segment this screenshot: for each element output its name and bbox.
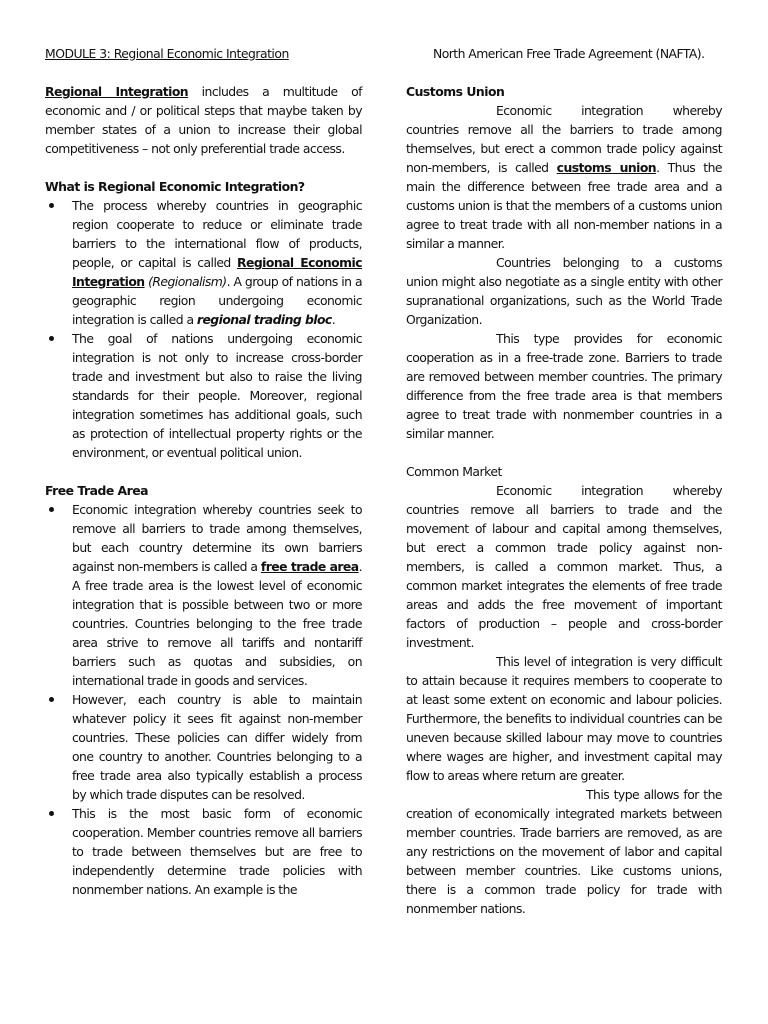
list-item — [45, 500, 362, 690]
left-column — [45, 44, 362, 899]
list-item — [45, 196, 362, 329]
customs-union-paragraph: Countries belonging to a customs union might also negotiate as a single entity with other supranational organizations, such as the World Trade Organization. — [406, 255, 722, 327]
paragraph-text: . Thus the main the difference between free trade area and a customs union is that the members of a customs union agree to treat trade with all non-member nations in a similar a manner. — [406, 160, 722, 251]
what-list — [45, 196, 362, 462]
list-item-text: . — [331, 312, 336, 327]
what-heading: What is Regional Economic Integration? — [45, 179, 305, 194]
right-column — [406, 44, 722, 918]
list-item: This is the most basic form of economic cooperation. Member countries remove all barriers to trade between themselves but are free to independently determine trade policies with nonmember nations. An example is the — [45, 804, 362, 899]
fta-list — [45, 500, 362, 899]
rei-term: Regional Economic Integration — [72, 255, 362, 289]
common-market-paragraph: This type allows for the creation of economically integrated markets between member countries. Trade barriers are removed, as are any restrictions on the movement of labor and capital between member countries. Like customs unions, there is a common trade policy for trade with nonmember nations. — [406, 787, 722, 916]
list-item-text: . A group of nations in a geographic region undergoing economic integration is called a — [72, 274, 362, 327]
common-market-paragraph: This level of integration is very difficult to attain because it requires members to cooperate to at least some extent on economic and labour policies. Furthermore, the benefits to individual countries can be uneven because skilled labour may move to countries where wages are higher, and investment capital may flow to areas where return are greater. — [406, 654, 722, 783]
customs-union-heading: Customs Union — [406, 84, 505, 99]
intro-term: Regional Integration — [45, 84, 189, 99]
fta-heading: Free Trade Area — [45, 483, 149, 498]
customs-union-paragraph — [406, 101, 722, 253]
fta-term: free trade area — [260, 559, 359, 574]
module-title: MODULE 3: Regional Economic Integration — [45, 46, 289, 61]
common-market-heading: Common Market — [406, 464, 502, 479]
list-item: The goal of nations undergoing economic integration is not only to increase cross-border trade and investment but also to raise the living standards for their people. Moreover, regional integration sometimes has additional goals, such as protection of intellectual property rights or the environment, or eventual political union. — [45, 329, 362, 462]
intro-paragraph — [45, 82, 362, 158]
list-item-text: The process whereby countries in geographic region cooperate to reduce or eliminate trade barriers to the international flow of products, people, or capital is called — [72, 198, 362, 270]
common-market-paragraph: Economic integration whereby countries remove all barriers to trade and the movement of labour and capital among themselves, but erect a common trade policy against non-members, is called a common market. Thus, a common market integrates the elements of free trade areas and adds the free movement of important factors of production – people and cross-border investment. — [406, 483, 722, 650]
customs-union-term: customs union — [556, 160, 657, 175]
regionalism-term: (Regionalism) — [148, 274, 227, 289]
nafta-continuation: North American Free Trade Agreement (NAFTA). — [433, 46, 705, 61]
paragraph-text: Economic integration whereby countries remove all the barriers to trade among themselves, but erect a common trade policy against non-members, is called — [406, 103, 722, 175]
list-item-text: Economic integration whereby countries seek to remove all barriers to trade among themselves, but each country determine its own barriers against non-members is called a — [72, 502, 362, 574]
list-item-text: . A free trade area is the lowest level of economic integration that is possible between two or more countries. Countries belonging to the free trade area strive to remove all tariffs and nontariff barriers such as quotas and subsidies, on international trade in goods and services. — [72, 559, 362, 688]
intro-text: includes a multitude of economic and / or political steps that maybe taken by member states of a union to increase their global competitiveness – not only preferential trade access. — [45, 84, 362, 156]
list-item: However, each country is able to maintain whatever policy it sees fit against non-member countries. These policies can differ widely from one country to another. Countries belonging to a free trade area also typically establish a process by which trade disputes can be resolved. — [45, 690, 362, 804]
trading-bloc-term: regional trading bloc — [196, 312, 332, 327]
customs-union-paragraph: This type provides for economic cooperation as in a free-trade zone. Barriers to trade are removed between member countries. The primary difference from the free trade area is that members agree to treat trade with nonmember countries in a similar manner. — [406, 331, 722, 441]
